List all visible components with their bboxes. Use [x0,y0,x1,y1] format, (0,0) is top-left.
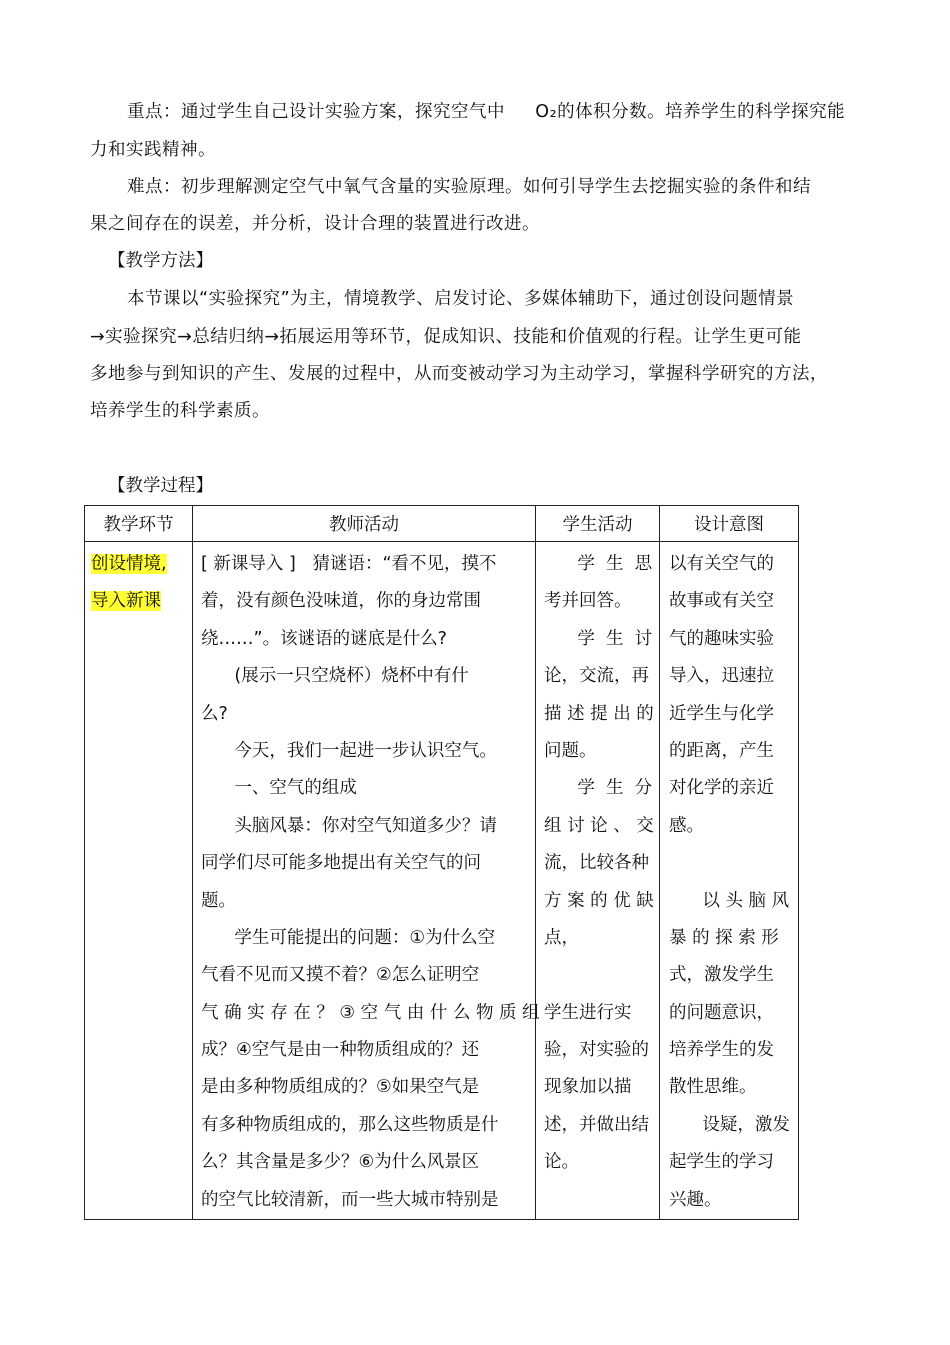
design-intent-line: 的问题意识， [669,1002,774,1023]
design-intent-line: 设疑，激发 [669,1114,790,1135]
teaching-process-table [84,505,799,1220]
stage-line: 导入新课 [91,591,161,612]
design-intent-line: 培养学生的发 [669,1040,774,1061]
teacher-activity-line: 么? [201,703,228,724]
teacher-activity-line: (展示一只空烧杯）烧杯中有什 [201,666,469,687]
teacher-activity-line: 头脑风暴：你对空气知道多少？请 [201,815,497,836]
design-intent-line: 兴趣。 [669,1189,722,1210]
student-activity-line: 方 案 的 优 缺 [544,890,654,911]
design-intent-line: 近学生与化学 [669,703,774,724]
header-teacher-activity: 教师活动 [193,506,536,542]
teacher-activity-line: 气看不见而又摸不着？②怎么证明空 [201,965,480,986]
teacher-activity-line: 有多种物质组成的，那么这些物质是什 [201,1114,499,1135]
teacher-activity-line: 气 确 实 存 在 ？ ③ 空 气 由 什 么 物 质 组 [201,1002,540,1023]
design-intent-line: 感。 [669,815,704,836]
table-header-row [85,506,799,542]
student-activity-line: 流，比较各种 [544,853,649,874]
teacher-activity-line: 今天，我们一起进一步认识空气。 [201,740,497,761]
stage-line: 创设情境, [91,554,167,574]
table-row [85,542,799,1220]
teacher-activity-line: 着，没有颜色没味道，你的身边常围 [201,591,481,612]
student-activity-line: 述，并做出结 [544,1114,649,1135]
design-intent-line: 以 头 脑 风 [669,890,790,911]
method-line-1: 本节课以“实验探究”为主，情境教学、启发讨论、多媒体辅助下，通过创设问题情景 [127,289,795,309]
difficulty-line-1: 难点：初步理解测定空气中氧气含量的实验原理。如何引导学生去挖掘实验的条件和结 [127,177,811,197]
header-design-intent: 设计意图 [660,506,799,542]
student-activity-line [544,957,659,994]
stage-cell [85,542,193,1220]
design-intent-line: 对化学的亲近 [669,778,774,799]
teacher-activity-cell [193,542,540,1220]
design-intent-line: 故事或有关空 [669,591,774,612]
design-intent-line: 暴 的 探 索 形 [669,927,779,948]
design-intent-line: 以有关空气的 [669,554,774,574]
teacher-activity-line: 么？其含量是多少？⑥为什么风景区 [201,1152,480,1173]
design-intent-line [669,845,798,882]
student-activity-line: 问题。 [544,740,597,761]
teacher-activity-line: [ 新课导入 ] 猜谜语：“看不见，摸不 [201,554,497,574]
design-intent-line: 式，激发学生 [669,965,774,986]
key-point-line-2: 力和实践精神。 [90,140,216,160]
difficulty-line-2: 果之间存在的误差，并分析，设计合理的装置进行改进。 [90,214,540,234]
header-student-activity: 学生活动 [536,506,660,542]
student-activity-line: 描 述 提 出 的 [544,703,654,724]
design-intent-line: 气的趣味实验 [669,628,774,649]
teacher-activity-line: 题。 [201,890,236,911]
method-heading: 【教学方法】 [108,251,213,271]
key-point-line-1: 重点：通过学生自己设计实验方案，探究空气中 O₂的体积分数。培养学生的科学探究能 [127,102,846,122]
design-intent-line: 导入，迅速拉 [669,666,774,687]
teacher-activity-line: 绕……”。该谜语的谜底是什么? [201,628,447,649]
student-activity-line: 验，对实验的 [544,1040,649,1061]
student-activity-line: 组 讨 论 、 交 [544,815,654,836]
design-intent-line: 起学生的学习 [669,1152,774,1173]
student-activity-line: 学 生 思 [544,554,653,574]
student-activity-line: 学生进行实 [544,1002,632,1023]
method-line-2: →实验探究→总结归纳→拓展运用等环节，促成知识、技能和价值观的行程。让学生更可能 [90,327,802,347]
design-intent-line: 的距离，产生 [669,740,774,761]
student-activity-line: 现象加以描 [544,1077,632,1098]
student-activity-line: 学 生 讨 [544,628,653,649]
student-activity-line: 考并回答。 [544,591,632,612]
teacher-activity-line: 的空气比较清新，而一些大城市特别是 [201,1189,499,1210]
method-line-4: 培养学生的科学素质。 [90,401,270,421]
header-stage: 教学环节 [85,506,193,542]
process-heading: 【教学过程】 [108,476,213,496]
teacher-activity-line: 同学们尽可能多地提出有关空气的问 [201,853,481,874]
design-intent-line: 散性思维。 [669,1077,757,1098]
teacher-activity-line: 学生可能提出的问题：①为什么空 [201,927,496,948]
design-intent-cell [660,542,799,1220]
student-activity-cell [536,542,660,1220]
student-activity-line: 点， [544,927,579,948]
teacher-activity-line: 是由多种物质组成的？⑤如果空气是 [201,1077,480,1098]
method-line-3: 多地参与到知识的产生、发展的过程中，从而变被动学习为主动学习，掌握科学研究的方法， [90,364,828,384]
student-activity-line: 学 生 分 [544,778,653,799]
student-activity-line: 论，交流，再 [544,666,649,687]
teacher-activity-line: 成？④空气是由一种物质组成的？还 [201,1040,480,1061]
teacher-activity-line: 一、空气的组成 [201,778,357,799]
student-activity-line: 论。 [544,1152,579,1173]
